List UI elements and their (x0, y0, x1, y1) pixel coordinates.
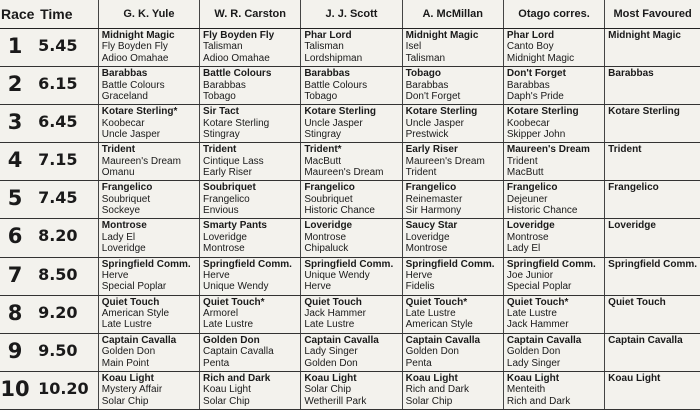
top-selection: Tobago (405, 68, 441, 80)
selection: Prestwick (405, 129, 449, 140)
selection: Daph's Pride (506, 90, 564, 102)
favoured-selection: Koau Light (608, 372, 661, 384)
selection: Golden Don (304, 357, 358, 369)
top-selection: Kotare Sterling (506, 106, 579, 118)
favoured-selection: Kotare Sterling (608, 106, 680, 118)
race-number: 5 (0, 181, 30, 219)
selection: Unique Wendy (304, 269, 370, 281)
top-selection: Captain Cavalla (101, 334, 177, 346)
selection: Wetherill Park (304, 395, 367, 407)
selection: Unique Wendy (203, 281, 269, 293)
race-time: 8.20 (30, 219, 98, 257)
selection: Barabbas (405, 79, 449, 91)
selection: Golden Don (506, 346, 561, 358)
selection: Midnight Magic (506, 52, 575, 64)
tip-cell (200, 371, 301, 409)
selection: Herve (101, 269, 129, 281)
selection: Omanu (101, 167, 135, 179)
top-selection: Koau Light (304, 372, 357, 384)
tip-cell (402, 257, 503, 295)
tip-cell (503, 29, 604, 67)
top-selection: Montrose (101, 220, 147, 232)
favoured-selection: Midnight Magic (608, 30, 681, 41)
top-selection: Soubriquet (203, 182, 256, 194)
selection: Solar Chip (101, 395, 149, 407)
favoured-selection: Captain Cavalla (608, 334, 683, 346)
top-selection: Springfield Comm. (203, 258, 292, 270)
top-selection: Kotare Sterling (405, 106, 478, 118)
selection: Special Poplar (506, 281, 572, 293)
selection: Rich and Dark (506, 395, 571, 407)
top-selection: Quiet Touch (101, 296, 160, 308)
header-time: Time (30, 0, 98, 29)
most-favoured-cell (605, 219, 700, 257)
tip-cell (503, 371, 604, 409)
top-selection: Golden Don (203, 334, 260, 346)
selection: American Style (405, 319, 473, 331)
tip-cell (98, 105, 199, 143)
top-selection: Koau Light (506, 372, 560, 384)
selection: Uncle Jasper (101, 129, 161, 140)
selection: Koau Light (203, 384, 251, 396)
race-number: 3 (0, 105, 30, 143)
most-favoured-cell (605, 371, 700, 409)
race-time: 7.45 (30, 181, 98, 219)
selection: Talisman (405, 52, 446, 64)
selection: Rich and Dark (405, 384, 469, 396)
top-selection: Springfield Comm. (304, 258, 394, 270)
tip-cell (503, 295, 604, 333)
selection: Uncle Jasper (304, 117, 363, 129)
tip-cell (98, 333, 199, 371)
top-selection: Fly Boyden Fly (203, 30, 275, 41)
top-selection: Springfield Comm. (405, 258, 495, 270)
selection: Loveridge (203, 231, 247, 243)
race-number: 8 (0, 295, 30, 333)
tip-cell (402, 29, 503, 67)
selection: Sir Harmony (405, 205, 462, 217)
top-selection: Frangelico (405, 182, 457, 194)
selection: Armorel (203, 308, 239, 320)
tip-cell (98, 67, 199, 105)
selection: Special Poplar (101, 281, 167, 293)
selection: Maureen's Dream (405, 155, 485, 167)
selection: Battle Colours (304, 79, 368, 91)
selection: Tobago (203, 90, 236, 102)
top-selection: Maureen's Dream (506, 144, 590, 156)
header-tipster: G. K. Yule (98, 0, 199, 29)
tip-cell (98, 143, 199, 181)
selection: Penta (405, 357, 432, 369)
tip-cell (98, 29, 199, 67)
favoured-selection: Loveridge (608, 220, 656, 232)
race-row (0, 371, 700, 409)
selection: Maureen's Dream (304, 167, 384, 179)
top-selection: Midnight Magic (405, 30, 479, 41)
tip-cell (402, 295, 503, 333)
selection: Kotare Sterling (203, 117, 270, 129)
race-time: 6.45 (30, 105, 98, 143)
race-row (0, 29, 700, 67)
tip-cell (98, 219, 199, 257)
selection: Cintique Lass (203, 155, 264, 167)
selection: Battle Colours (101, 79, 165, 91)
top-selection: Kotare Sterling (304, 106, 377, 118)
race-row (0, 333, 700, 371)
top-selection: Battle Colours (203, 68, 272, 80)
selection: Historic Chance (304, 205, 375, 217)
most-favoured-cell (605, 105, 700, 143)
top-selection: Frangelico (101, 182, 153, 194)
selection: Talisman (304, 41, 344, 53)
header-most-favoured: Most Favoured (605, 0, 700, 29)
selection: Envious (203, 205, 239, 217)
top-selection: Quiet Touch* (506, 296, 569, 308)
race-number: 4 (0, 143, 30, 181)
tip-cell (98, 257, 199, 295)
selection: Barabbas (506, 79, 550, 91)
tip-cell (301, 105, 402, 143)
race-row (0, 143, 700, 181)
top-selection: Barabbas (304, 68, 350, 80)
race-number: 7 (0, 257, 30, 295)
top-selection: Loveridge (506, 220, 555, 232)
tip-cell (402, 143, 503, 181)
selection: MacButt (506, 167, 544, 179)
race-row (0, 295, 700, 333)
selection: Tobago (304, 90, 338, 102)
race-rows (0, 29, 700, 410)
selection: Canto Boy (506, 41, 554, 53)
favoured-selection: Springfield Comm. (608, 258, 698, 270)
top-selection: Don't Forget (506, 68, 566, 80)
tip-cell (503, 219, 604, 257)
selection: Late Lustre (203, 319, 254, 331)
selection: Early Riser (203, 167, 252, 179)
selection: Isel (405, 41, 422, 53)
selection: Adioo Omahae (203, 52, 270, 64)
tip-cell (402, 181, 503, 219)
top-selection: Sir Tact (203, 106, 239, 118)
tip-cell (301, 29, 402, 67)
selection: Dejeuner (506, 193, 548, 205)
header-tipster: W. R. Carston (200, 0, 301, 29)
tip-cell (301, 295, 402, 333)
tip-cell (200, 181, 301, 219)
tip-cell (200, 29, 301, 67)
tip-cell (402, 371, 503, 409)
top-selection: Frangelico (506, 182, 558, 194)
race-number: 2 (0, 67, 30, 105)
top-selection: Loveridge (304, 220, 353, 232)
race-row (0, 181, 700, 219)
tip-cell (503, 333, 604, 371)
tip-cell (200, 105, 301, 143)
tip-cell (98, 371, 199, 409)
tip-cell (503, 143, 604, 181)
tip-cell (200, 219, 301, 257)
most-favoured-cell (605, 143, 700, 181)
selection: Solar Chip (203, 395, 250, 407)
most-favoured-cell (605, 29, 700, 67)
selection: Montrose (203, 243, 245, 255)
tip-cell (301, 333, 402, 371)
top-selection: Koau Light (101, 372, 154, 384)
selection: Late Lustre (506, 308, 557, 320)
most-favoured-cell (605, 295, 700, 333)
selection: Jack Hammer (304, 308, 367, 320)
race-row (0, 219, 700, 257)
top-selection: Koau Light (405, 372, 458, 384)
favoured-selection: Frangelico (608, 182, 659, 194)
race-time: 8.50 (30, 257, 98, 295)
selection: Montrose (405, 243, 448, 255)
top-selection: Captain Cavalla (405, 334, 481, 346)
selection: Herve (304, 281, 332, 293)
most-favoured-cell (605, 67, 700, 105)
selection: Golden Don (101, 346, 156, 358)
tip-cell (200, 143, 301, 181)
top-selection: Captain Cavalla (304, 334, 379, 346)
top-selection: Springfield Comm. (101, 258, 191, 270)
header-tipster: A. McMillan (402, 0, 503, 29)
selection: Fidelis (405, 281, 435, 293)
selection: Main Point (101, 357, 150, 369)
selection: Montrose (304, 231, 347, 243)
favoured-selection: Barabbas (608, 68, 654, 80)
race-time: 6.15 (30, 67, 98, 105)
selection: Skipper John (506, 129, 566, 140)
top-selection: Smarty Pants (203, 220, 267, 232)
selection: Reinemaster (405, 193, 463, 205)
top-selection: Frangelico (304, 182, 355, 194)
selection: Maureen's Dream (101, 155, 181, 167)
selection: Soubriquet (304, 193, 353, 205)
selection: Historic Chance (506, 205, 578, 217)
tip-cell (301, 181, 402, 219)
tip-cell (301, 219, 402, 257)
selection: Frangelico (203, 193, 250, 205)
tip-cell (402, 105, 503, 143)
selection: Stingray (304, 129, 342, 140)
selection: Graceland (101, 90, 148, 102)
tip-cell (503, 257, 604, 295)
selection: Late Lustre (304, 319, 355, 331)
race-time: 9.50 (30, 333, 98, 371)
tip-cell (200, 257, 301, 295)
top-selection: Phar Lord (304, 30, 352, 41)
selection: American Style (101, 308, 170, 320)
selection: Golden Don (405, 346, 459, 358)
selection: MacButt (304, 155, 342, 167)
selection: Don't Forget (405, 90, 461, 102)
top-selection: Captain Cavalla (506, 334, 582, 346)
selection: Mystery Affair (101, 384, 163, 396)
race-time: 9.20 (30, 295, 98, 333)
race-row (0, 105, 700, 143)
tip-cell (503, 67, 604, 105)
race-number: 9 (0, 333, 30, 371)
tip-cell (301, 143, 402, 181)
top-selection: Early Riser (405, 144, 458, 156)
header-tipster: J. J. Scott (301, 0, 402, 29)
most-favoured-cell (605, 181, 700, 219)
tip-cell (503, 105, 604, 143)
race-time: 10.20 (30, 371, 98, 409)
selection: Talisman (203, 41, 243, 53)
selection: Solar Chip (304, 384, 352, 396)
top-selection: Barabbas (101, 68, 148, 80)
top-selection: Saucy Star (405, 220, 458, 232)
top-selection: Kotare Sterling* (101, 106, 178, 118)
top-selection: Rich and Dark (203, 372, 271, 384)
header-row (0, 0, 700, 29)
top-selection: Quiet Touch (304, 296, 362, 308)
selection: Lady Singer (304, 346, 358, 358)
top-selection: Springfield Comm. (506, 258, 596, 270)
selection: Lady Singer (506, 357, 561, 369)
race-row (0, 257, 700, 295)
top-selection: Phar Lord (506, 30, 555, 41)
selection: Sockeye (101, 205, 141, 217)
selection: Stingray (203, 129, 240, 140)
selection: Trident (405, 167, 437, 179)
race-number: 1 (0, 29, 30, 67)
race-number: 6 (0, 219, 30, 257)
favoured-selection: Trident (608, 144, 642, 156)
selection: Barabbas (203, 79, 246, 91)
selection: Menteith (506, 384, 546, 396)
tip-cell (200, 67, 301, 105)
selection: Joe Junior (506, 269, 554, 281)
selection: Captain Cavalla (203, 346, 274, 358)
selection: Uncle Jasper (405, 117, 464, 129)
selection: Loveridge (101, 243, 146, 255)
tip-cell (98, 181, 199, 219)
tip-cell (301, 67, 402, 105)
selection: Penta (203, 357, 230, 369)
tip-cell (301, 257, 402, 295)
header-tipster: Otago corres. (503, 0, 604, 29)
header-race: Race (0, 0, 30, 29)
tip-cell (402, 333, 503, 371)
tip-cell (301, 371, 402, 409)
top-selection: Midnight Magic (101, 30, 175, 41)
tip-cell (98, 295, 199, 333)
selection: Late Lustre (405, 308, 456, 320)
top-selection: Quiet Touch* (203, 296, 265, 308)
most-favoured-cell (605, 257, 700, 295)
selection: Solar Chip (405, 395, 453, 407)
race-number: 10 (0, 371, 30, 409)
selection: Adioo Omahae (101, 52, 169, 64)
selection: Trident (506, 155, 538, 167)
race-time: 7.15 (30, 143, 98, 181)
favoured-selection: Quiet Touch (608, 296, 666, 308)
selection: Koobecar (506, 117, 550, 129)
selection: Lady El (101, 231, 136, 243)
selection: Herve (405, 269, 433, 281)
selection: Late Lustre (101, 319, 152, 331)
selection: Koobecar (101, 117, 145, 129)
selection: Montrose (506, 231, 549, 243)
selection: Herve (203, 269, 230, 281)
selection: Chipaluck (304, 243, 349, 255)
selection: Loveridge (405, 231, 450, 243)
top-selection: Trident* (304, 144, 342, 156)
tip-cell (200, 295, 301, 333)
tip-cell (200, 333, 301, 371)
most-favoured-cell (605, 333, 700, 371)
top-selection: Quiet Touch* (405, 296, 468, 308)
selection: Lady El (506, 243, 541, 255)
selection: Jack Hammer (506, 319, 569, 331)
tip-cell (402, 67, 503, 105)
tip-cell (503, 181, 604, 219)
selection: Lordshipman (304, 52, 363, 64)
race-row (0, 67, 700, 105)
selection: Fly Boyden Fly (101, 41, 168, 53)
selection: Soubriquet (101, 193, 151, 205)
tip-cell (402, 219, 503, 257)
race-time: 5.45 (30, 29, 98, 67)
top-selection: Trident (101, 144, 136, 156)
top-selection: Trident (203, 144, 237, 156)
